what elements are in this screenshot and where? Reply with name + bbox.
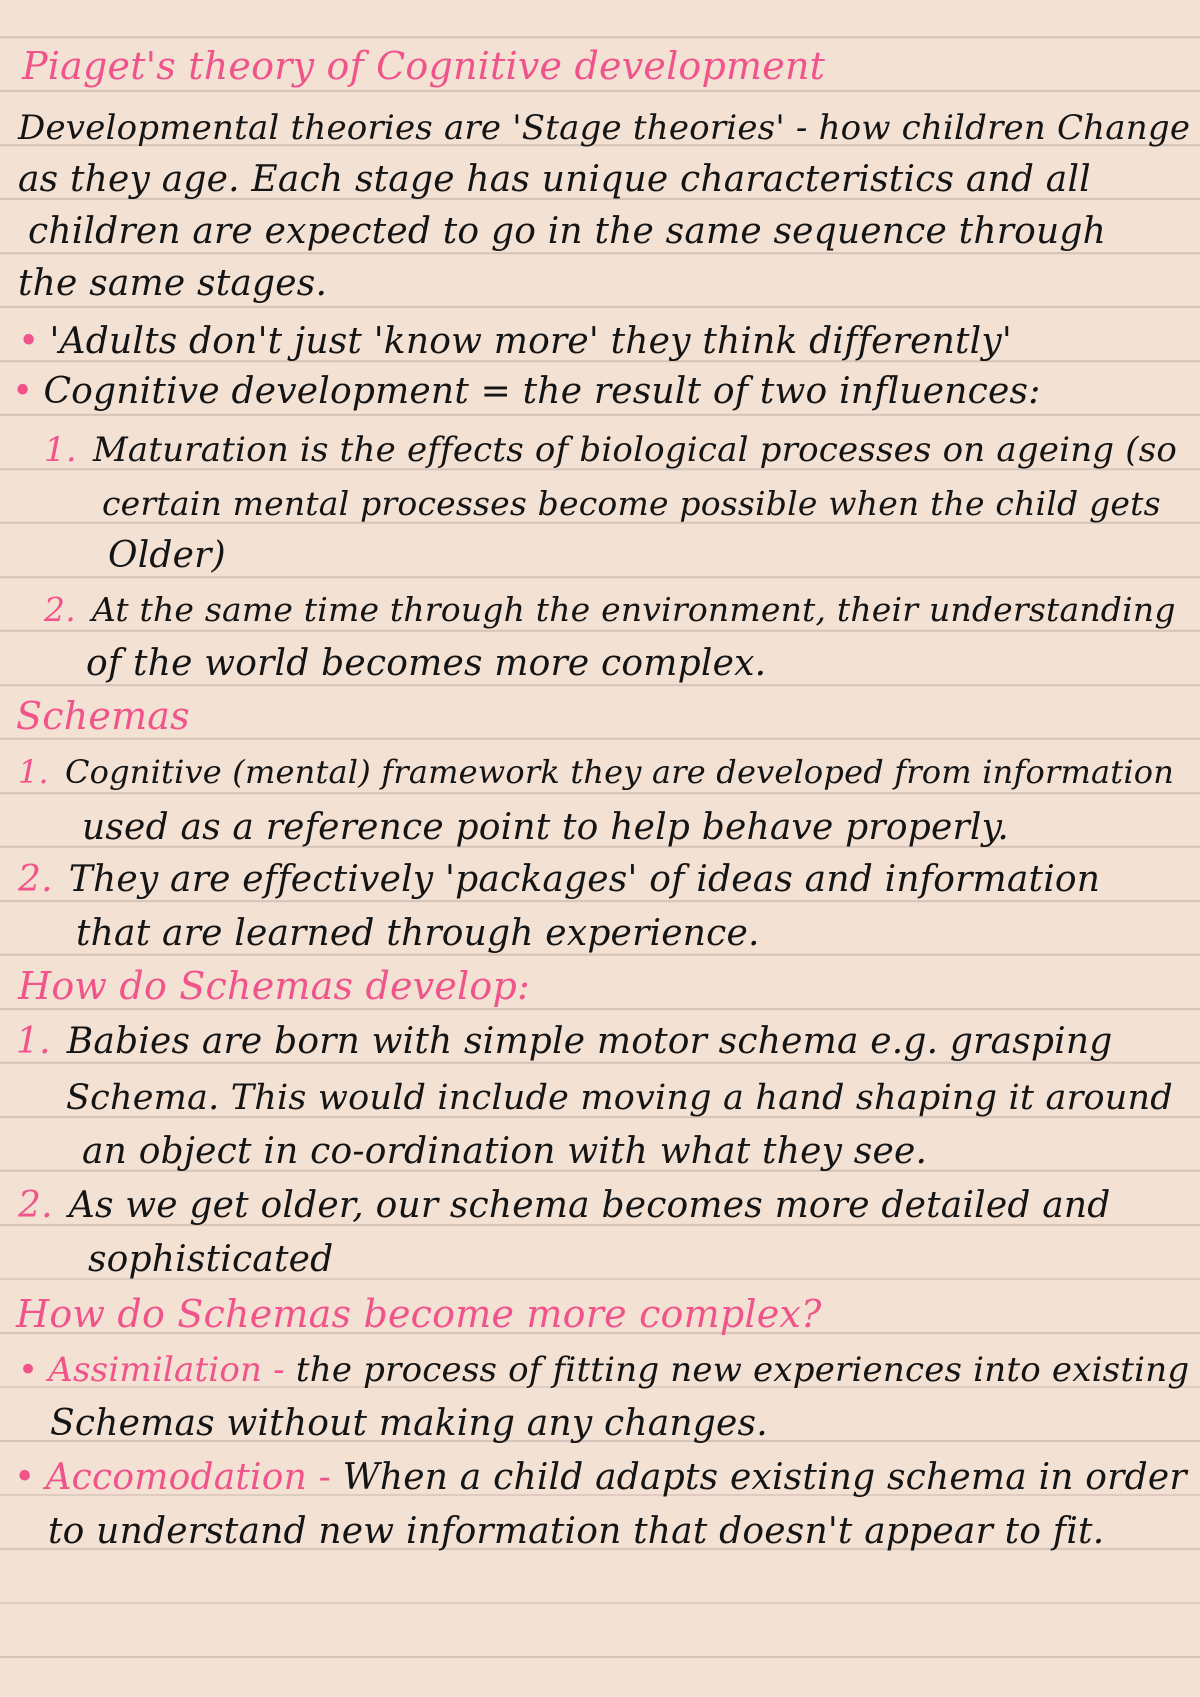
item-text: used as a reference point to help behave properly. [82,807,1009,848]
section-heading-develop: How do Schemas develop: [18,964,530,1008]
item-text: As we get older, our schema becomes more detailed and [68,1185,1111,1226]
intro-line: children are expected to go in the same sequence through [28,211,1107,252]
intro-line: Developmental theories are 'Stage theories' - how children Change [18,108,1191,148]
section-heading-schemas: Schemas [16,694,190,738]
item-text: an object in co-ordination with what they see. [82,1131,928,1172]
numbered-item [44,590,1176,630]
item-text: certain mental processes become possible when the child gets [102,484,1161,523]
bullet-item [18,1350,1189,1390]
numbered-item [18,1186,1111,1226]
item-number: 2. [18,859,53,900]
bullet-dot-icon: • [18,1350,39,1390]
item-text: that are learned through experience. [76,913,760,954]
bullet-dot-icon: • [18,321,40,362]
numbered-item [44,430,1177,470]
numbered-item [18,752,1174,792]
item-text: to understand new information that doesn't appear to fit. [48,1511,1105,1552]
item-text: When a child adapts existing schema in order [342,1457,1187,1498]
section-heading-complex: How do Schemas become more complex? [16,1292,822,1336]
item-number: 1. [18,753,49,791]
item-text: Maturation is the effects of biological processes on ageing (so [92,430,1178,470]
item-text: Schemas without making any changes. [50,1403,768,1444]
item-number: 2. [44,590,76,629]
intro-line: as they age. Each stage has unique characteristics and all [18,159,1091,200]
bullet-text: 'Adults don't just 'know more' they think differently' [49,321,1012,362]
bullet-dot-icon: • [14,1457,36,1498]
numbered-item [16,1022,1113,1062]
bullet-item [18,322,1012,362]
bullet-item [14,1458,1187,1498]
item-text: Cognitive (mental) framework they are developed from information [64,753,1175,791]
item-text: At the same time through the environment, their understanding [91,590,1176,629]
numbered-item [18,860,1100,900]
item-text: Schema. This would include moving a hand shaping it around [66,1078,1173,1118]
item-text: Babies are born with simple motor schema e.g. grasping [66,1021,1113,1062]
page-title: Piaget's theory of Cognitive development [22,44,826,88]
item-text: Older) [108,535,226,576]
item-text: of the world becomes more complex. [86,643,767,684]
bullet-dot-icon: • [12,371,34,412]
term-accomodation: Accomodation - [45,1457,331,1498]
item-number: 1. [16,1021,51,1062]
item-text: They are effectively 'packages' of ideas and information [68,859,1101,900]
item-number: 2. [18,1185,53,1226]
intro-line: the same stages. [18,263,328,304]
term-assimilation: Assimilation - [48,1350,285,1390]
item-text: sophisticated [88,1239,334,1280]
bullet-item [12,372,1041,412]
item-number: 1. [44,430,77,470]
item-text: the process of fitting new experiences into existing [295,1350,1190,1390]
bullet-text: Cognitive development = the result of two influences: [43,371,1041,412]
